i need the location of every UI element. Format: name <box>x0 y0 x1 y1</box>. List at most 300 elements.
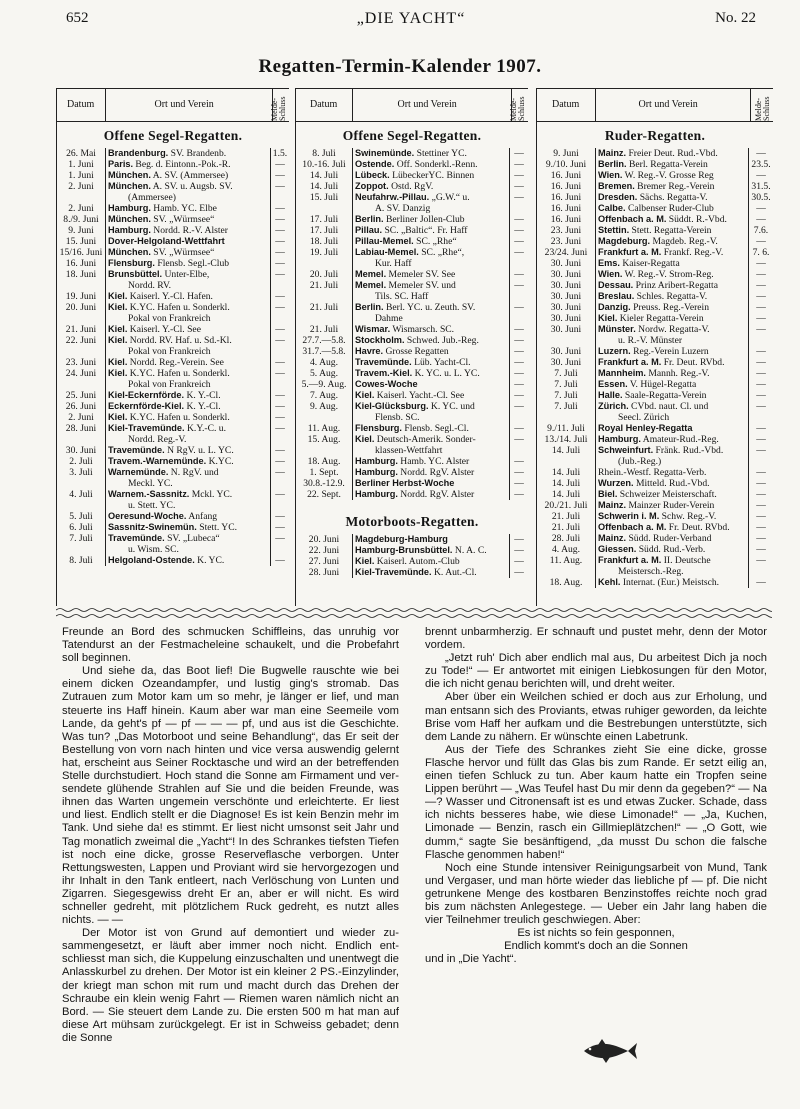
event-place <box>595 291 748 302</box>
fish-ornament <box>580 1038 638 1064</box>
calendar-column-sailing-2 <box>295 88 528 606</box>
event-club: Schweizer Meisterschaft. <box>617 489 717 500</box>
event-place-name: Eckernförde-Kiel. <box>108 401 185 411</box>
event-club: Nordd. RgV. Alster <box>397 467 475 478</box>
event-club: K. Y.-Cl. <box>184 401 221 412</box>
event-deadline: — <box>748 522 773 533</box>
event-date: 9. Aug. <box>310 401 338 412</box>
event-row <box>537 214 773 225</box>
event-row <box>537 401 773 412</box>
event-place <box>105 214 270 225</box>
event-place <box>352 148 509 159</box>
event-place-name: Stockholm. <box>355 335 405 345</box>
event-place <box>105 445 270 456</box>
event-date: 14. Juli <box>551 489 581 500</box>
event-row <box>57 478 289 489</box>
event-deadline: — <box>509 401 528 412</box>
event-date: 25. Juni <box>65 390 97 401</box>
event-place <box>595 566 748 577</box>
closing-line: und in „Die Yacht“. <box>425 953 517 966</box>
event-date: 30. Juni <box>550 324 582 335</box>
event-place-name: Kiel. <box>355 390 375 400</box>
event-place-name: Hamburg-Brunsbüttel. <box>355 545 453 555</box>
event-deadline: — <box>270 445 289 456</box>
event-place <box>105 368 270 379</box>
event-row <box>57 269 289 280</box>
event-place <box>105 148 270 159</box>
event-date: 2. Juli <box>69 456 93 467</box>
event-row <box>57 401 289 412</box>
event-place-name: Warnemünde. <box>108 467 169 477</box>
event-date: 14. Juli <box>551 467 581 478</box>
event-place-name: Zürich. <box>598 401 629 411</box>
event-date: 22. Juni <box>308 545 340 556</box>
event-place <box>595 555 748 566</box>
event-place-name: Brunsbüttel. <box>108 269 163 279</box>
event-place-name: Berliner Herbst-Woche <box>355 478 455 488</box>
event-deadline <box>748 412 773 423</box>
event-place-name: Pillau-Memel. <box>355 236 414 246</box>
event-place <box>105 225 270 236</box>
event-date: 23/24. Juni <box>544 247 588 258</box>
event-row <box>537 390 773 401</box>
event-place-name: Dresden. <box>598 192 638 202</box>
event-place <box>105 302 270 313</box>
event-place-name: Wurzen. <box>598 478 634 488</box>
event-place-name: Berlin. <box>355 214 384 224</box>
event-deadline <box>270 500 289 511</box>
event-deadline: — <box>509 170 528 181</box>
event-deadline: — <box>509 214 528 225</box>
event-date: 8. Juli <box>312 148 336 159</box>
event-row <box>296 545 528 556</box>
event-date: 8. Juli <box>69 555 93 566</box>
event-deadline: — <box>509 368 528 379</box>
event-club: Frankf. Reg.-V. <box>661 247 724 258</box>
event-date: 1. Juni <box>68 170 94 181</box>
event-date <box>57 313 105 324</box>
event-club: K.YC. Hafen u. Sonderkl. <box>127 368 230 379</box>
event-club: Hamb. YC. Elbe <box>150 203 217 214</box>
event-date <box>537 412 595 423</box>
event-club: K. YC. <box>194 555 225 566</box>
event-row <box>537 280 773 291</box>
event-date: 5. Juli <box>69 511 93 522</box>
event-club: Preuss. Reg.-Verein <box>630 302 710 313</box>
event-place-name: Kiel. <box>108 357 128 367</box>
event-row <box>296 357 528 368</box>
event-deadline: — <box>509 225 528 236</box>
event-row <box>57 181 289 192</box>
event-row <box>57 346 289 357</box>
event-deadline: — <box>270 291 289 302</box>
event-club: K.YC. Hafen u. Sonderkl. <box>127 412 230 423</box>
event-club: klassen-Wettfahrt <box>375 445 443 456</box>
event-date: 30. Juni <box>550 280 582 291</box>
event-row <box>57 390 289 401</box>
event-date: 23. Juni <box>65 357 97 368</box>
event-date: 30. Juni <box>550 313 582 324</box>
event-deadline: 7. 6. <box>748 247 773 258</box>
event-place <box>105 313 270 324</box>
event-deadline: — <box>748 170 773 181</box>
event-club: Prinz Aribert-Regatta <box>633 280 718 291</box>
event-date: 15. Juni <box>65 236 97 247</box>
event-row <box>296 556 528 567</box>
event-place-name: Luzern. <box>598 346 631 356</box>
event-deadline: — <box>748 313 773 324</box>
event-club: Mainzer Ruder-Verein <box>626 500 715 511</box>
event-club: CVbd. naut. Cl. und <box>628 401 709 412</box>
event-date: 7. Aug. <box>310 390 338 401</box>
event-place <box>595 203 748 214</box>
event-date: 26. Mai <box>66 148 96 159</box>
event-row <box>537 181 773 192</box>
event-date: 14. Juli <box>309 170 339 181</box>
event-place <box>105 522 270 533</box>
event-club: (Ammersee) <box>128 192 176 203</box>
event-place-name: Neufahrw.-Pillau. <box>355 192 430 202</box>
event-row <box>296 434 528 445</box>
event-deadline: — <box>270 489 289 500</box>
event-deadline <box>748 566 773 577</box>
event-place <box>352 335 509 346</box>
event-club: K. Aut.-Cl. <box>431 567 477 578</box>
event-date: 21. Juni <box>65 324 97 335</box>
event-place-name: Helgoland-Ostende. <box>108 555 195 565</box>
event-date: 4. Aug. <box>310 357 338 368</box>
event-row <box>537 170 773 181</box>
event-club: Unter-Elbe, <box>162 269 210 280</box>
event-row <box>296 324 528 335</box>
event-club: Flensb. Segl.-Cl. <box>401 423 469 434</box>
event-place <box>105 500 270 511</box>
event-row <box>537 555 773 566</box>
event-row <box>537 225 773 236</box>
event-place-name: München. <box>108 170 151 180</box>
event-date: 10.-16. Juli <box>302 159 346 170</box>
event-row <box>296 313 528 324</box>
event-deadline: — <box>748 489 773 500</box>
event-club: Südd. Rud.-Verb. <box>636 544 706 555</box>
event-date: 4. Juli <box>69 489 93 500</box>
event-place <box>352 445 509 456</box>
event-row <box>57 324 289 335</box>
event-deadline: — <box>509 545 528 556</box>
event-place-name: Kiel. <box>108 291 128 301</box>
event-row <box>537 566 773 577</box>
event-place-name: Hamburg. <box>108 203 151 213</box>
event-row <box>296 423 528 434</box>
event-club: Schwed. Jub.-Reg. <box>404 335 479 346</box>
event-deadline: — <box>509 467 528 478</box>
event-place-name: Danzig. <box>598 302 631 312</box>
event-place <box>595 269 748 280</box>
event-place <box>595 335 748 346</box>
event-club: SV. Brandenb. <box>168 148 227 159</box>
event-place-name: Kiel. <box>355 434 375 444</box>
event-place <box>105 203 270 214</box>
event-row <box>296 390 528 401</box>
event-deadline: — <box>270 456 289 467</box>
event-row <box>537 357 773 368</box>
event-date: 30. Juni <box>550 357 582 368</box>
event-place-name: Mainz. <box>598 148 627 158</box>
event-row <box>537 335 773 346</box>
event-place-name: Travemünde. <box>355 357 412 367</box>
event-place-name: München. <box>108 181 151 191</box>
event-deadline: — <box>748 280 773 291</box>
event-place-name: Sassnitz-Swinemün. <box>108 522 197 532</box>
event-row <box>57 357 289 368</box>
event-deadline: — <box>509 159 528 170</box>
event-deadline: — <box>509 478 528 489</box>
event-place-name: Hamburg. <box>355 489 398 499</box>
event-place <box>105 346 270 357</box>
event-row <box>57 225 289 236</box>
event-place-name: München. <box>108 214 151 224</box>
event-club: Berliner Jollen-Club <box>383 214 465 225</box>
event-place-name: Schweinfurt. <box>598 445 654 455</box>
event-place-name: Kiel. <box>108 368 128 378</box>
event-date: 17. Juli <box>309 214 339 225</box>
event-deadline <box>270 478 289 489</box>
event-club: Fr. Deut. RVbd. <box>666 522 730 533</box>
section-title: Ruder-Regatten. <box>604 128 706 143</box>
event-deadline: — <box>270 181 289 192</box>
event-club: Kaiserl. Y.-Cl. Hafen. <box>127 291 213 302</box>
event-place <box>105 423 270 434</box>
event-club: A. SV. u. Augsb. SV. <box>150 181 233 192</box>
event-place <box>595 368 748 379</box>
event-place <box>595 390 748 401</box>
event-deadline: — <box>509 379 528 390</box>
event-place <box>352 401 509 412</box>
event-place-name: Memel. <box>355 269 387 279</box>
event-row <box>537 577 773 588</box>
section-title: Offene Segel-Regatten. <box>103 128 243 143</box>
event-deadline <box>748 456 773 467</box>
event-place <box>352 412 509 423</box>
event-date: 30. Juni <box>65 445 97 456</box>
event-date: 23. Juni <box>550 225 582 236</box>
event-deadline <box>270 544 289 555</box>
event-place-name: Kehl. <box>598 577 621 587</box>
event-deadline: — <box>270 357 289 368</box>
event-place <box>352 346 509 357</box>
event-deadline: — <box>509 192 528 203</box>
event-deadline: — <box>748 467 773 478</box>
event-deadline: — <box>509 456 528 467</box>
event-place-name: Berlin. <box>355 302 384 312</box>
event-deadline: — <box>270 412 289 423</box>
event-deadline: — <box>509 346 528 357</box>
column-header <box>296 88 528 122</box>
event-date: 19. Juli <box>309 247 339 258</box>
event-club: (Jub.-Reg.) <box>618 456 662 467</box>
event-place <box>595 247 748 258</box>
event-date: 30. Juni <box>550 269 582 280</box>
article-paragraph: Freunde an Bord des schmucken Schiffleins, das unruhig vor Tatendurst an der Festmacheleine schaukelt, und die Probefahrt soll beginnen. <box>62 626 399 665</box>
event-place-name: Biel. <box>598 489 618 499</box>
event-deadline <box>270 434 289 445</box>
event-date: 5. Aug. <box>310 368 338 379</box>
event-date: 14. Juli <box>551 445 581 456</box>
event-deadline: — <box>509 247 528 258</box>
event-club: K.YC. Hafen u. Sonderkl. <box>127 302 230 313</box>
event-date <box>57 434 105 445</box>
event-date: 7. Juli <box>554 379 578 390</box>
event-club: Deutsch-Amerik. Sonder- <box>374 434 476 445</box>
event-club: Berl. YC. u. Zeuth. SV. <box>383 302 476 313</box>
event-date: 7. Juli <box>554 401 578 412</box>
event-deadline: — <box>270 368 289 379</box>
column-header <box>57 88 289 122</box>
event-row <box>537 258 773 269</box>
poem-line: Endlich kommt's doch an die Sonnen <box>504 940 688 953</box>
event-place <box>595 170 748 181</box>
event-club: Meistersch.-Reg. <box>618 566 684 577</box>
ort-header: Ort und Verein <box>154 99 214 110</box>
event-deadline: — <box>509 280 528 291</box>
event-row <box>57 500 289 511</box>
event-club: Nordd. RgV. Alster <box>397 489 475 500</box>
event-place-name: Warnem.-Sassnitz. <box>108 489 190 499</box>
event-place <box>595 401 748 412</box>
event-date: 22. Juni <box>65 335 97 346</box>
event-deadline: — <box>270 159 289 170</box>
event-deadline: — <box>748 203 773 214</box>
event-place <box>595 258 748 269</box>
event-deadline: — <box>748 291 773 302</box>
event-date: 30. Juni <box>550 346 582 357</box>
event-place <box>105 236 270 247</box>
event-deadline <box>509 412 528 423</box>
event-date: 9./11. Juli <box>547 423 585 434</box>
event-place <box>595 280 748 291</box>
event-place <box>105 181 270 192</box>
event-place <box>595 434 748 445</box>
event-row <box>537 467 773 478</box>
event-club: u. R.-V. Münster <box>618 335 683 346</box>
event-place-name: Kiel-Glücksburg. <box>355 401 429 411</box>
event-row <box>537 456 773 467</box>
event-place <box>595 236 748 247</box>
event-place <box>352 192 509 203</box>
event-deadline: — <box>748 577 773 588</box>
event-club: Schw. Reg.-V. <box>659 511 717 522</box>
article-left-column <box>62 626 399 1045</box>
event-row <box>57 522 289 533</box>
event-place-name: Lübeck. <box>355 170 390 180</box>
event-row <box>537 500 773 511</box>
event-place <box>105 159 270 170</box>
event-row <box>296 489 528 500</box>
event-place <box>595 192 748 203</box>
event-club: u. Stett. YC. <box>128 500 176 511</box>
event-place-name: Frankfurt a. M. <box>598 555 662 565</box>
event-row <box>296 412 528 423</box>
event-row <box>537 269 773 280</box>
event-deadline <box>509 313 528 324</box>
event-deadline: — <box>270 401 289 412</box>
datum-header: Datum <box>67 99 95 110</box>
event-place <box>595 577 748 588</box>
event-club: Berl. Regatta-Verein <box>626 159 708 170</box>
event-date: 21. Juli <box>551 522 581 533</box>
event-deadline: — <box>748 357 773 368</box>
event-club: Hamb. YC. Alster <box>397 456 470 467</box>
wave-divider <box>56 606 772 620</box>
event-date: 20. Juli <box>309 269 339 280</box>
event-row <box>296 445 528 456</box>
event-date: 17. Juli <box>309 225 339 236</box>
event-deadline: — <box>748 390 773 401</box>
event-deadline <box>509 258 528 269</box>
event-club: Internat. (Eur.) Meistsch. <box>620 577 720 588</box>
event-place-name: Dessau. <box>598 280 634 290</box>
event-deadline: — <box>748 148 773 159</box>
event-deadline: — <box>270 247 289 258</box>
event-place <box>352 291 509 302</box>
event-place-name: Swinemünde. <box>355 148 415 158</box>
event-place <box>595 533 748 544</box>
event-place <box>105 269 270 280</box>
event-date: 18. Aug. <box>307 456 341 467</box>
event-place <box>105 280 270 291</box>
event-date <box>296 313 352 324</box>
event-place <box>105 390 270 401</box>
event-row <box>296 456 528 467</box>
event-row <box>57 247 289 258</box>
event-club: K. YC. und <box>428 401 475 412</box>
event-place <box>105 412 270 423</box>
event-deadline: — <box>270 269 289 280</box>
event-place <box>595 225 748 236</box>
column-rule <box>750 89 751 121</box>
event-date <box>537 456 595 467</box>
event-place <box>595 313 748 324</box>
event-place-name: Paris. <box>108 159 134 169</box>
event-row <box>57 423 289 434</box>
event-date: 28. Juni <box>65 423 97 434</box>
calendar-title: Regatten-Termin-Kalender 1907. <box>258 56 542 77</box>
event-row <box>296 302 528 313</box>
event-place <box>595 357 748 368</box>
event-date: 28. Juni <box>308 567 340 578</box>
event-place-name: Kiel. <box>598 313 618 323</box>
event-place-name: Frankfurt a. M. <box>598 357 662 367</box>
issue-number: No. 22 <box>715 10 756 26</box>
event-club: SV. „Würmsee“ <box>150 214 215 225</box>
event-place <box>595 445 748 456</box>
event-row <box>296 346 528 357</box>
event-deadline: — <box>270 555 289 566</box>
event-date: 7. Juli <box>554 368 578 379</box>
melde-header: Melde-Schluss <box>270 96 287 121</box>
event-place-name: Kiel-Eckernförde. <box>108 390 185 400</box>
event-date: 19. Juni <box>65 291 97 302</box>
event-place-name: Kiel. <box>108 324 128 334</box>
event-place-name: Travem.-Warnemünde. <box>108 456 207 466</box>
event-place <box>352 247 509 258</box>
event-row <box>296 401 528 412</box>
event-date <box>296 412 352 423</box>
event-deadline: — <box>509 556 528 567</box>
event-row <box>296 170 528 181</box>
event-club: Lüb. Yacht-Cl. <box>411 357 471 368</box>
event-place <box>105 357 270 368</box>
